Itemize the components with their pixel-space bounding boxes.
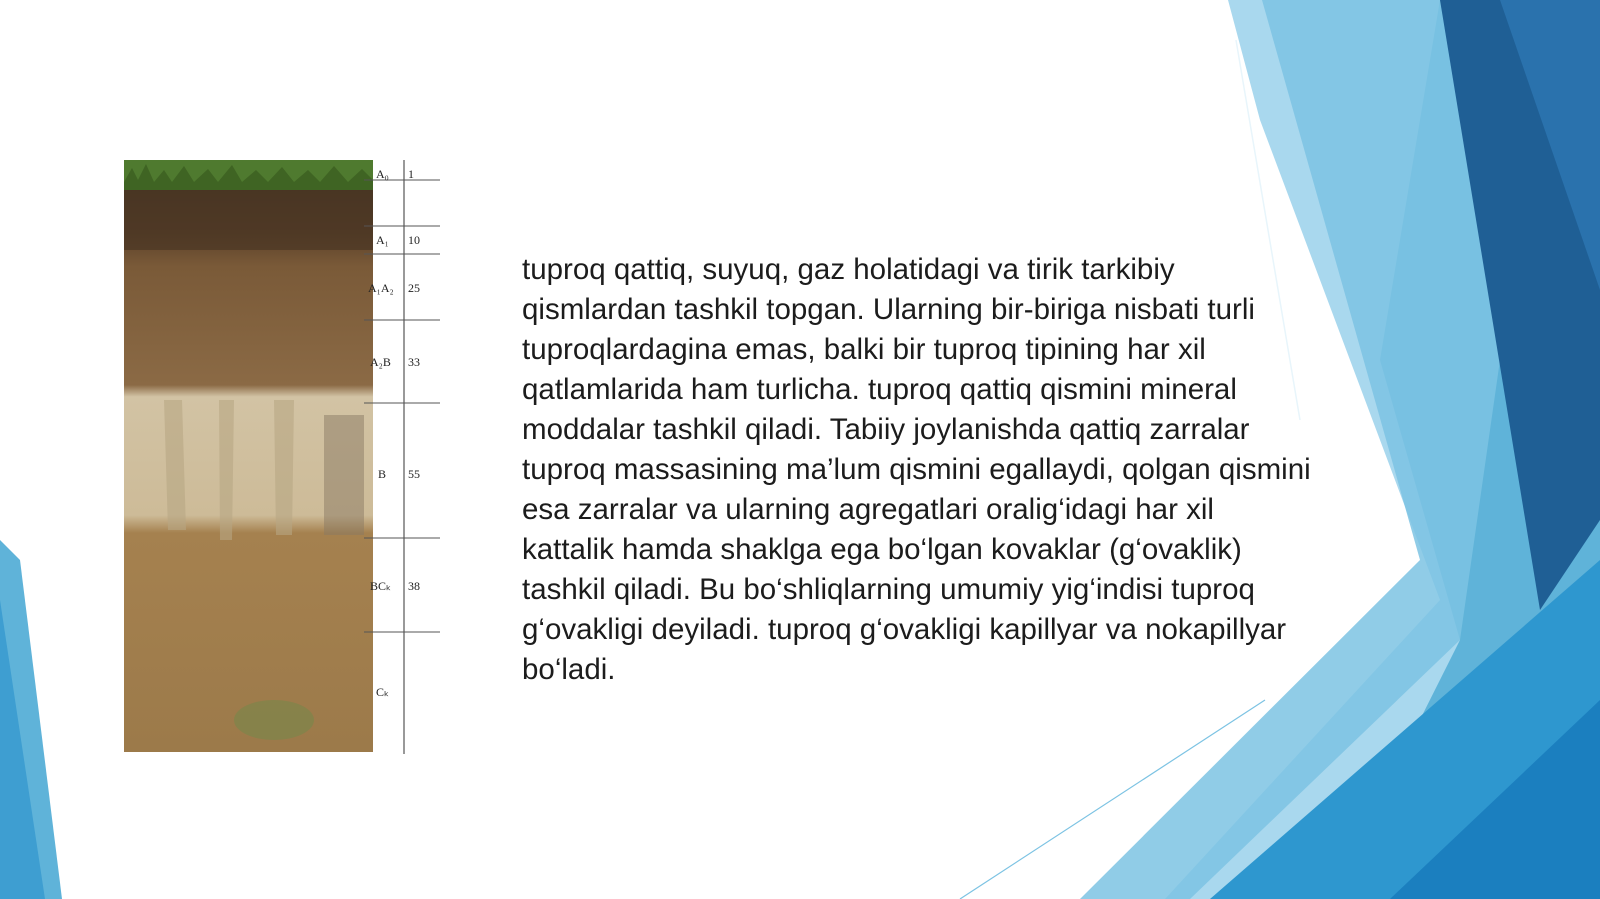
horizon-thickness: 33 bbox=[408, 355, 420, 369]
horizon-label: A₀ bbox=[376, 167, 389, 181]
horizon-label: Cₖ bbox=[376, 685, 390, 699]
paragraph-line: qatlamlarida ham turlicha. tuproq qattiq qismini mineral bbox=[522, 373, 1237, 406]
paragraph-line: moddalar tashkil qiladi. Tabiiy joylanishda qattiq zarralar bbox=[522, 413, 1250, 446]
horizon-thickness: 1 bbox=[408, 167, 414, 181]
horizon-ticks bbox=[364, 180, 440, 632]
paragraph-line: esa zarralar va ularning agregatlari oralig‘idagi har xil bbox=[522, 493, 1214, 526]
horizon-label: A₁ bbox=[376, 233, 389, 247]
horizon-thickness: 38 bbox=[408, 579, 420, 593]
horizon-thickness: 25 bbox=[408, 281, 420, 295]
horizon-label: BCₖ bbox=[370, 579, 392, 593]
paragraph-line: g‘ovakligi deyiladi. tuproq g‘ovakligi kapillyar va nokapillyar bbox=[522, 613, 1287, 646]
paragraph-line: tashkil qiladi. Bu bo‘shliqlarning umumiy yig‘indisi tuproq bbox=[522, 573, 1255, 606]
rock-fragment bbox=[324, 415, 364, 535]
body-paragraph bbox=[522, 250, 1422, 690]
paragraph-line: kattalik hamda shaklga ega bo‘lgan kovaklar (g‘ovaklik) bbox=[522, 533, 1242, 566]
dark-humus-band bbox=[124, 190, 373, 250]
paragraph-line: tuproq massasining ma’lum qismini egallaydi, qolgan qismini bbox=[522, 453, 1311, 486]
paragraph-line: bo‘ladi. bbox=[522, 653, 616, 686]
paragraph-line: tuproqlardagina emas, balki bir tuproq tipining har xil bbox=[522, 333, 1206, 366]
horizon-label: A₂B bbox=[370, 355, 391, 369]
root-cluster bbox=[234, 700, 314, 740]
soil-profile-figure bbox=[124, 160, 440, 754]
horizon-thickness: 55 bbox=[408, 467, 420, 481]
horizon-label: B bbox=[378, 467, 387, 481]
soil-profile-photo bbox=[124, 160, 373, 752]
horizon-thickness: 10 bbox=[408, 233, 420, 247]
paragraph-line: tuproq qattiq, suyuq, gaz holatidagi va tirik tarkibiy bbox=[522, 253, 1175, 286]
horizon-label: A₁A₂ bbox=[368, 281, 394, 295]
horizon-scale bbox=[364, 160, 440, 754]
paragraph-line: qismlardan tashkil topgan. Ularning bir-biriga nisbati turli bbox=[522, 293, 1255, 326]
